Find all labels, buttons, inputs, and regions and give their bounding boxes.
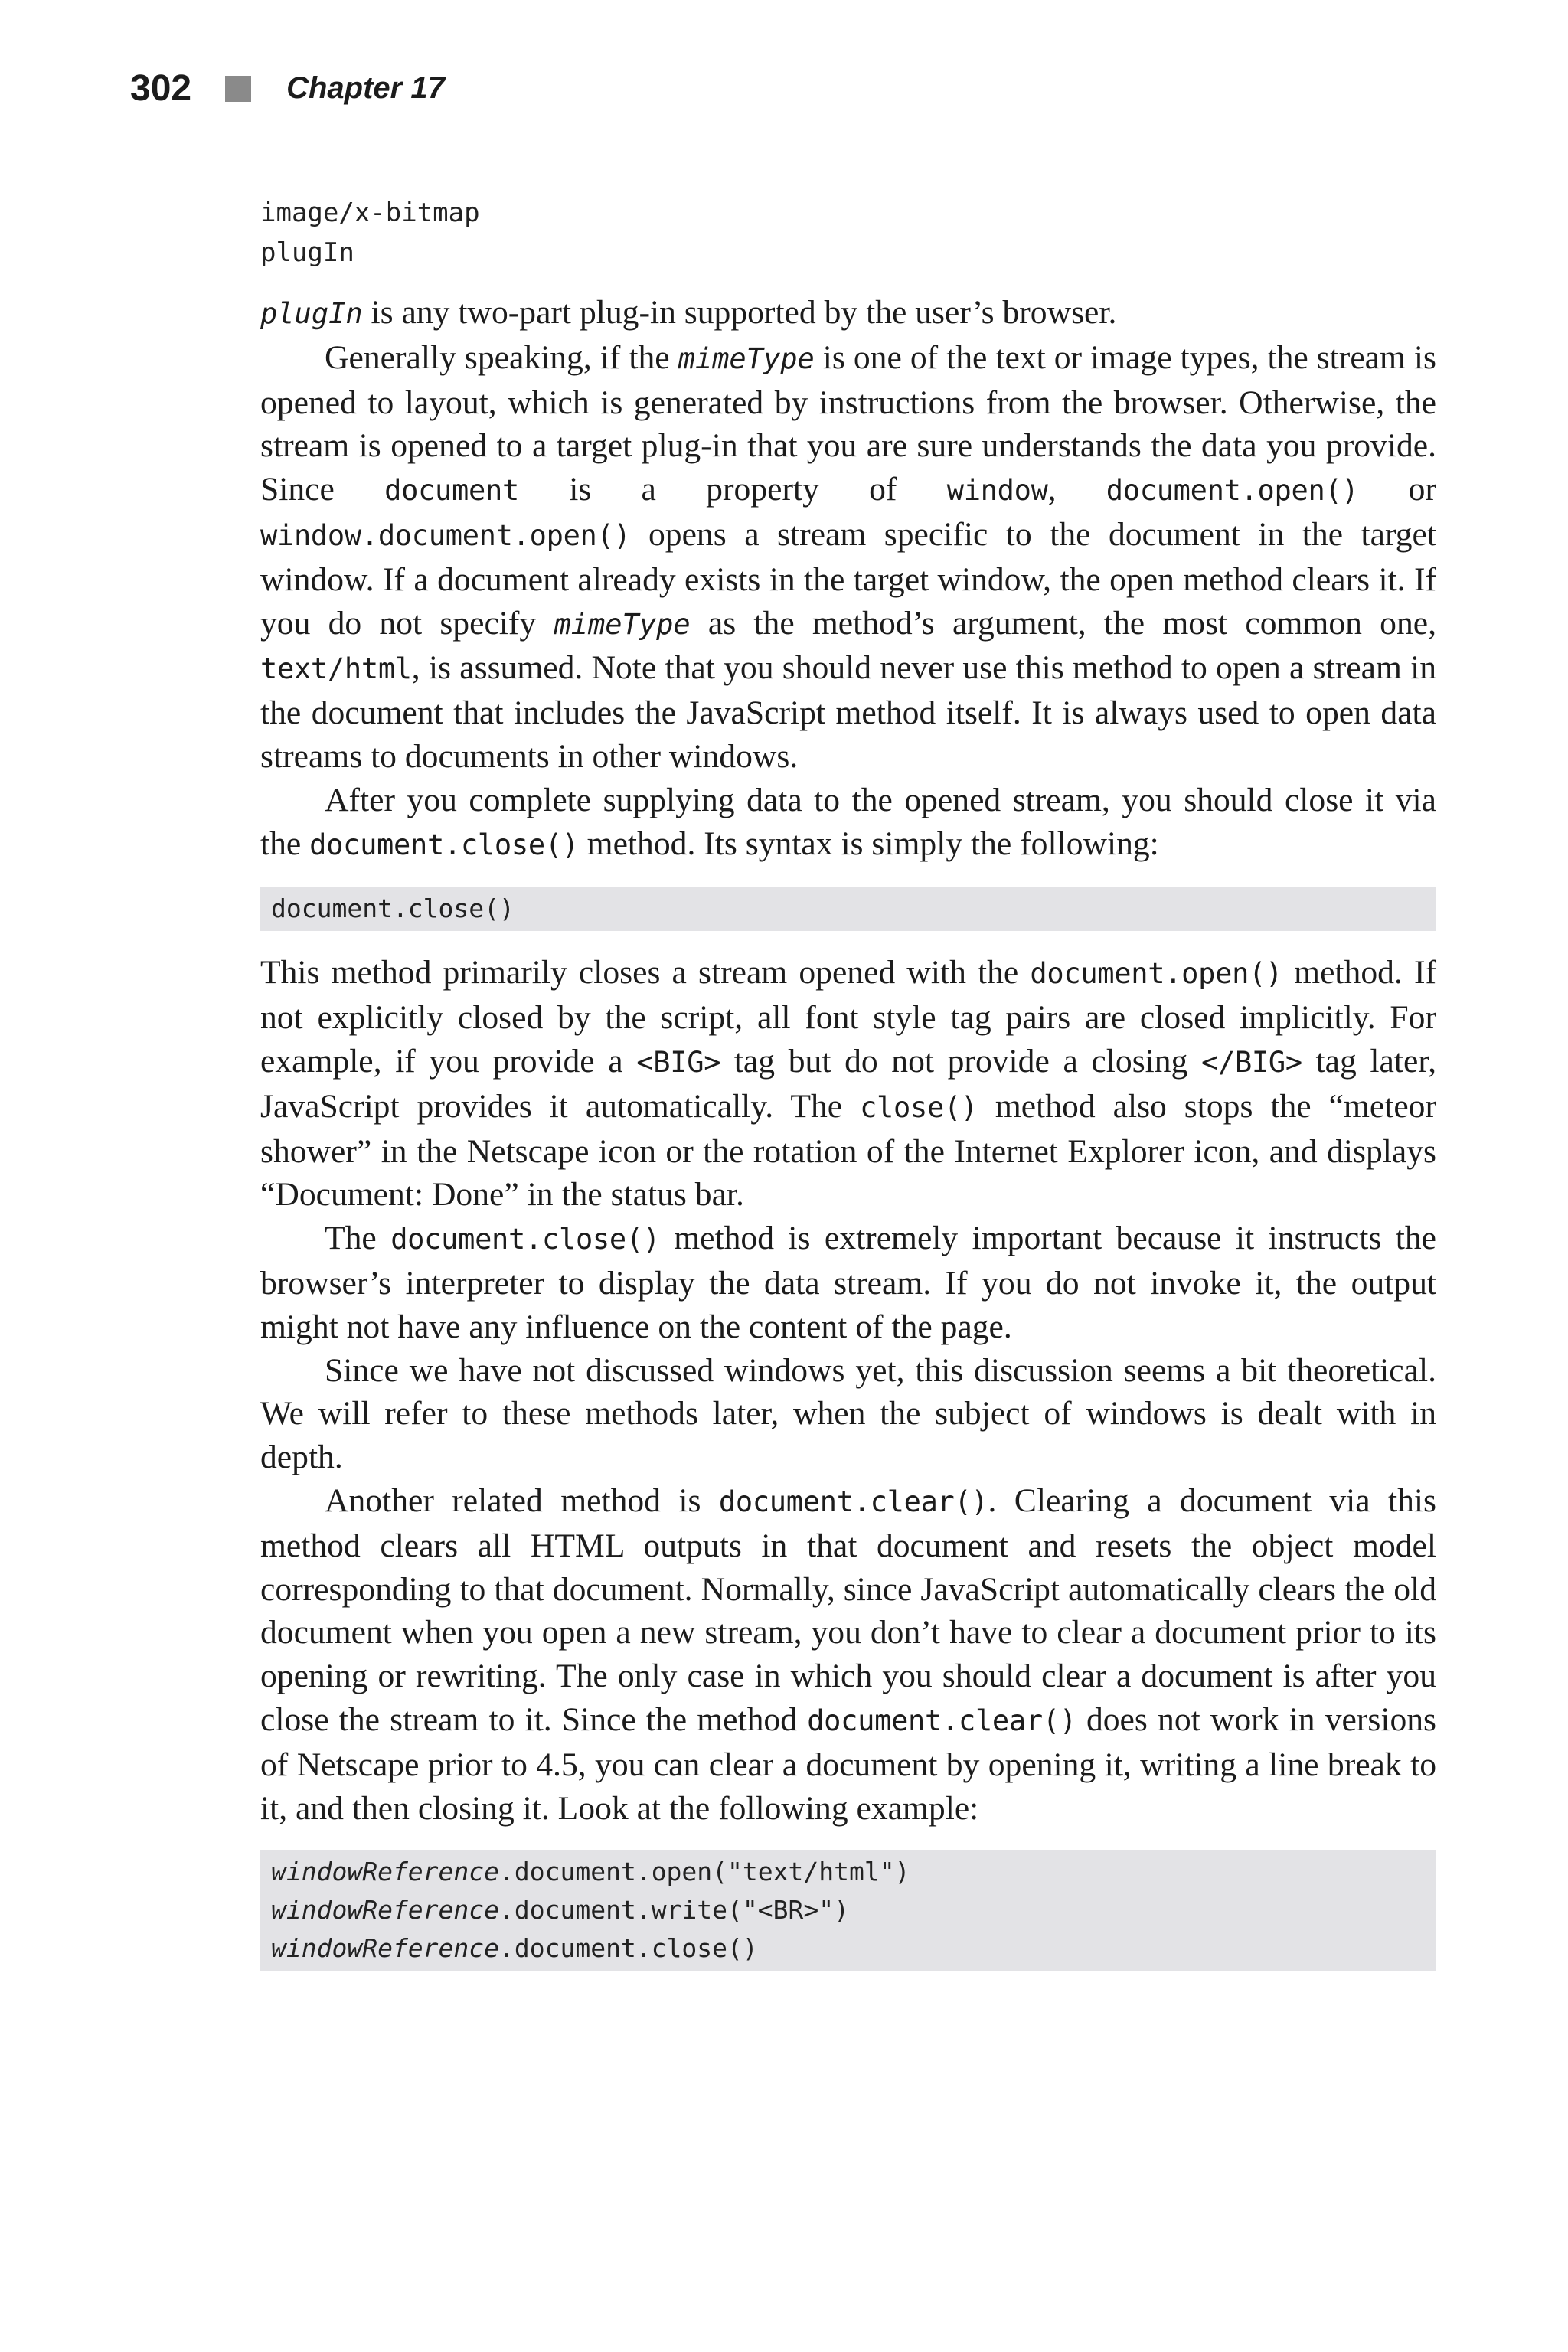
page-header <box>130 67 445 109</box>
paragraph-close-details <box>260 951 1436 1217</box>
text-run: is a property of <box>518 471 947 508</box>
text-run: method also stops the “meteor shower” in the Netscape icon or the rotation of the Internet Explorer icon, and displays “Document: Done” in the status bar. <box>260 1087 1436 1214</box>
page-body <box>260 193 1436 1991</box>
list-item: plugIn <box>260 237 354 268</box>
code-block-close <box>260 887 1436 931</box>
paragraph-close-intro <box>260 779 1436 867</box>
code-line <box>271 1929 1426 1968</box>
code-ref: windowReference <box>271 1857 500 1887</box>
text-run: as the method’s argument, the most common one, <box>690 604 1436 642</box>
paragraph-clear-method <box>260 1479 1436 1830</box>
text-run: . Clearing a document via this method clears all HTML outputs in that document and resets the object model corresponding to that document. Normally, since JavaScript automatically clears the old document when you open a new stream, you don’t have to clear a document prior to its opening or rewriting. The only case in which you should clear a document is after you close the stream to it. Since the method <box>260 1481 1436 1738</box>
text-run: or <box>1358 471 1436 508</box>
code-term: document <box>384 474 519 508</box>
code-call: .document.open("text/html") <box>499 1857 910 1887</box>
text-run: method. Its syntax is simply the following: <box>578 825 1159 862</box>
code-term: document.clear() <box>807 1704 1076 1737</box>
code-call: .document.write("<BR>") <box>499 1895 849 1926</box>
text-run: , is assumed. Note that you should never use this method to open a stream in the document that includes the JavaScript method itself. It is always used to open data streams to documents in other windows. <box>260 649 1436 775</box>
code-term: <BIG> <box>636 1045 721 1079</box>
text-run: is one of the text or image types, the stream is opened to layout, which is generated by instructions from the browser. Otherwise, the stream is opened to a target plug-in that you are sure understands the data you provide. Since <box>260 338 1436 508</box>
text-run: method is extremely important because it instructs the browser’s interpreter to display the data stream. If you do not invoke it, the output might not have any influence on the content of the page. <box>260 1220 1436 1345</box>
mime-type-list <box>260 193 1436 273</box>
code-ref: windowReference <box>271 1933 500 1964</box>
code-term: window <box>946 474 1048 508</box>
header-square-icon <box>225 76 251 102</box>
paragraph-mimetype <box>260 336 1436 779</box>
code-line: document.close() <box>271 893 514 924</box>
text-run: Another related method is <box>325 1481 719 1519</box>
code-term: document.close() <box>309 828 579 861</box>
code-line <box>271 1853 1426 1891</box>
text-run: tag later, JavaScript provides it automatically. The <box>260 1042 1436 1125</box>
code-term: mimeType <box>678 341 815 375</box>
text-run: Since we have not discussed windows yet, this discussion seems a bit theoretical. We will refer to these methods later, when the subject of windows is dealt with in depth. <box>260 1351 1436 1476</box>
code-term: document.close() <box>390 1223 660 1256</box>
paragraph-close-importance <box>260 1217 1436 1348</box>
page-number: 302 <box>130 68 192 109</box>
text-run: This method primarily closes a stream opened with the <box>260 954 1031 991</box>
text-run: is any two-part plug-in supported by the user’s browser. <box>362 294 1117 331</box>
text-run: Generally speaking, if the <box>325 338 678 376</box>
chapter-title: Chapter 17 <box>286 71 445 105</box>
text-run: , <box>1047 471 1106 508</box>
text-run: tag but do not provide a closing <box>720 1042 1201 1080</box>
text-run: method. If not explicitly closed by the script, all font style tag pairs are closed implicitly. For example, if you provide a <box>260 954 1436 1080</box>
code-line <box>271 1891 1426 1929</box>
text-run: The <box>325 1220 391 1257</box>
text-run: does not work in versions of Netscape prior to 4.5, you can clear a document by opening it, writing a line break to it, and then closing it. Look at the following example: <box>260 1700 1437 1827</box>
code-call: .document.close() <box>499 1933 758 1964</box>
code-term: document.clear() <box>718 1485 988 1518</box>
code-term: text/html <box>260 652 412 686</box>
text-run: After you complete supplying data to the opened stream, you should close it via the <box>260 781 1436 862</box>
code-term: </BIG> <box>1201 1045 1302 1079</box>
code-term: close() <box>860 1090 978 1124</box>
code-term: plugIn <box>260 297 363 330</box>
text-run: opens a stream specific to the document in the target window. If a document already exists in the target window, the open method clears it. If you do not specify <box>260 515 1436 642</box>
code-term: mimeType <box>554 607 691 641</box>
code-ref: windowReference <box>271 1895 500 1926</box>
code-block-example <box>260 1850 1436 1971</box>
paragraph-windows-note <box>260 1349 1436 1479</box>
list-item: image/x-bitmap <box>260 198 480 228</box>
code-term: window.document.open() <box>260 518 631 552</box>
paragraph-plugin <box>260 291 1436 336</box>
code-term: document.open() <box>1106 474 1359 508</box>
code-term: document.open() <box>1030 957 1283 991</box>
